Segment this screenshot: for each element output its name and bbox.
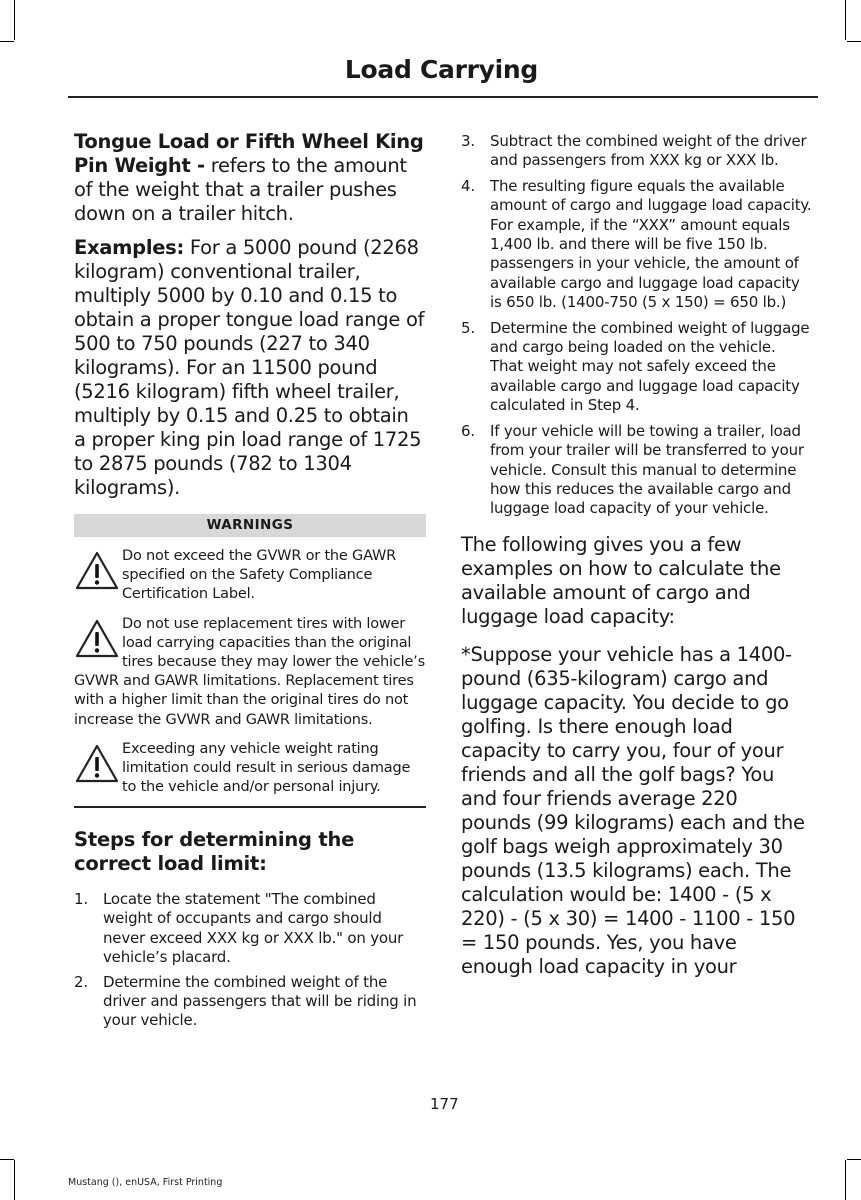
list-item-text: Determine the combined weight of luggage and cargo being loaded on the vehicle. That weight may not safely exceed the available cargo and luggage load capacity calculated in Step 4. [490, 318, 810, 415]
examples-paragraph [74, 236, 426, 500]
list-item-number: 3. [461, 132, 475, 150]
list-item-number: 2. [74, 972, 88, 991]
crop-mark [14, 0, 15, 40]
left-column [74, 130, 426, 1036]
list-item-number: 4. [461, 176, 475, 195]
warning-item [74, 547, 426, 605]
tongue-load-term: Tongue Load or Fifth Wheel King Pin Weight - [74, 130, 424, 177]
list-item-number: 1. [74, 889, 88, 908]
warnings-header: WARNINGS [74, 514, 426, 537]
warnings-bottom-rule [74, 806, 426, 808]
list-item [461, 132, 813, 171]
header-divider [68, 96, 818, 98]
list-item-text: Locate the statement "The combined weight of occupants and cargo should never exceed XXX kg or XXX lb." on your vehicle’s placard. [103, 889, 404, 967]
list-item-number: 6. [461, 421, 475, 440]
page-title: Load Carrying [344, 55, 538, 84]
warning-item [74, 615, 426, 730]
steps-list-right [461, 132, 813, 519]
tongue-load-definition: refers to the amount of the weight that a trailer pushes down on a trailer hitch. [74, 154, 407, 225]
list-item-text: Subtract the combined weight of the driver and passengers from XXX kg or XXX lb. [490, 132, 807, 170]
crop-mark [845, 1160, 846, 1200]
steps-list-left [74, 890, 426, 1031]
warning-text: Do not exceed the GVWR or the GAWR specified on the Safety Compliance Certification Label. [122, 548, 397, 603]
list-item [461, 422, 813, 519]
list-item-number: 5. [461, 318, 475, 337]
warnings-box [74, 514, 426, 808]
crop-mark [847, 41, 861, 42]
footer-text: Mustang (), enUSA, First Printing [68, 1177, 223, 1188]
list-item [461, 319, 813, 416]
warning-triangle-icon [74, 549, 120, 593]
examples-term: Examples: [74, 236, 184, 259]
golf-example-paragraph: *Suppose your vehicle has a 1400-pound (635-kilogram) cargo and luggage capacity. You decide to go golfing. Is there enough load capacity to carry you, four of your friends and all the golf bags? You and four friends average 220 pounds (99 kilograms) each and the golf bags weigh approximately 30 pounds (13.5 kilograms) each. The calculation would be: 1400 - (5 x 220) - (5 x 30) = 1400 - 1100 - 150 = 150 pounds. Yes, you have enough load capacity in your [461, 642, 805, 978]
crop-mark [847, 1159, 861, 1160]
warning-text: Exceeding any vehicle weight rating limitation could result in serious damage to the vehicle and/or personal injury. [122, 740, 411, 796]
crop-mark [0, 1159, 14, 1160]
right-column [461, 132, 813, 989]
crop-mark [845, 0, 846, 40]
tongue-load-paragraph [74, 130, 426, 226]
list-item-text: Determine the combined weight of the driver and passengers that will be riding in your vehicle. [103, 972, 417, 1030]
list-item-text: If your vehicle will be towing a trailer, load from your trailer will be transferred to your vehicle. Consult this manual to determine how this reduces the available cargo and luggage load capacity of your vehicle. [490, 421, 804, 518]
list-item-text: The resulting figure equals the available amount of cargo and luggage load capacity. For example, if the “XXX” amount equals 1,400 lb. and there will be five 150 lb. passengers in your vehicle, the amount of available cargo and luggage load capacity is 650 lb. (1400-750 (5 x 150) = 650 lb.) [490, 176, 812, 312]
warning-text: Do not use replacement tires with lower load carrying capacities than the original tires because they may lower the vehicle’s GVWR and GAWR limitations. Replacement tires with a higher limit than the original tires do not increase the GVWR and GAWR limitations. [74, 615, 425, 728]
page-number: 177 [430, 1095, 459, 1113]
crop-mark [14, 1160, 15, 1200]
crop-mark [0, 41, 14, 42]
examples-intro-paragraph: The following gives you a few examples on how to calculate the available amount of cargo and luggage load capacity: [461, 532, 781, 628]
list-item [461, 177, 813, 313]
examples-text: For a 5000 pound (2268 kilogram) conventional trailer, multiply 5000 by 0.10 and 0.15 to obtain a proper tongue load range of 500 to 750 pounds (227 to 340 kilograms). For an 11500 pound (5216 kilogram) fifth wheel trailer, multiply by 0.15 and 0.25 to obtain a proper king pin load range of 1725 to 2875 pounds (782 to 1304 kilograms). [74, 236, 425, 499]
warning-triangle-icon [74, 617, 120, 661]
list-item [74, 890, 426, 968]
steps-heading: Steps for determining the correct load limit: [74, 827, 355, 875]
warning-item [74, 740, 426, 798]
warning-triangle-icon [74, 742, 120, 786]
list-item [74, 973, 426, 1031]
